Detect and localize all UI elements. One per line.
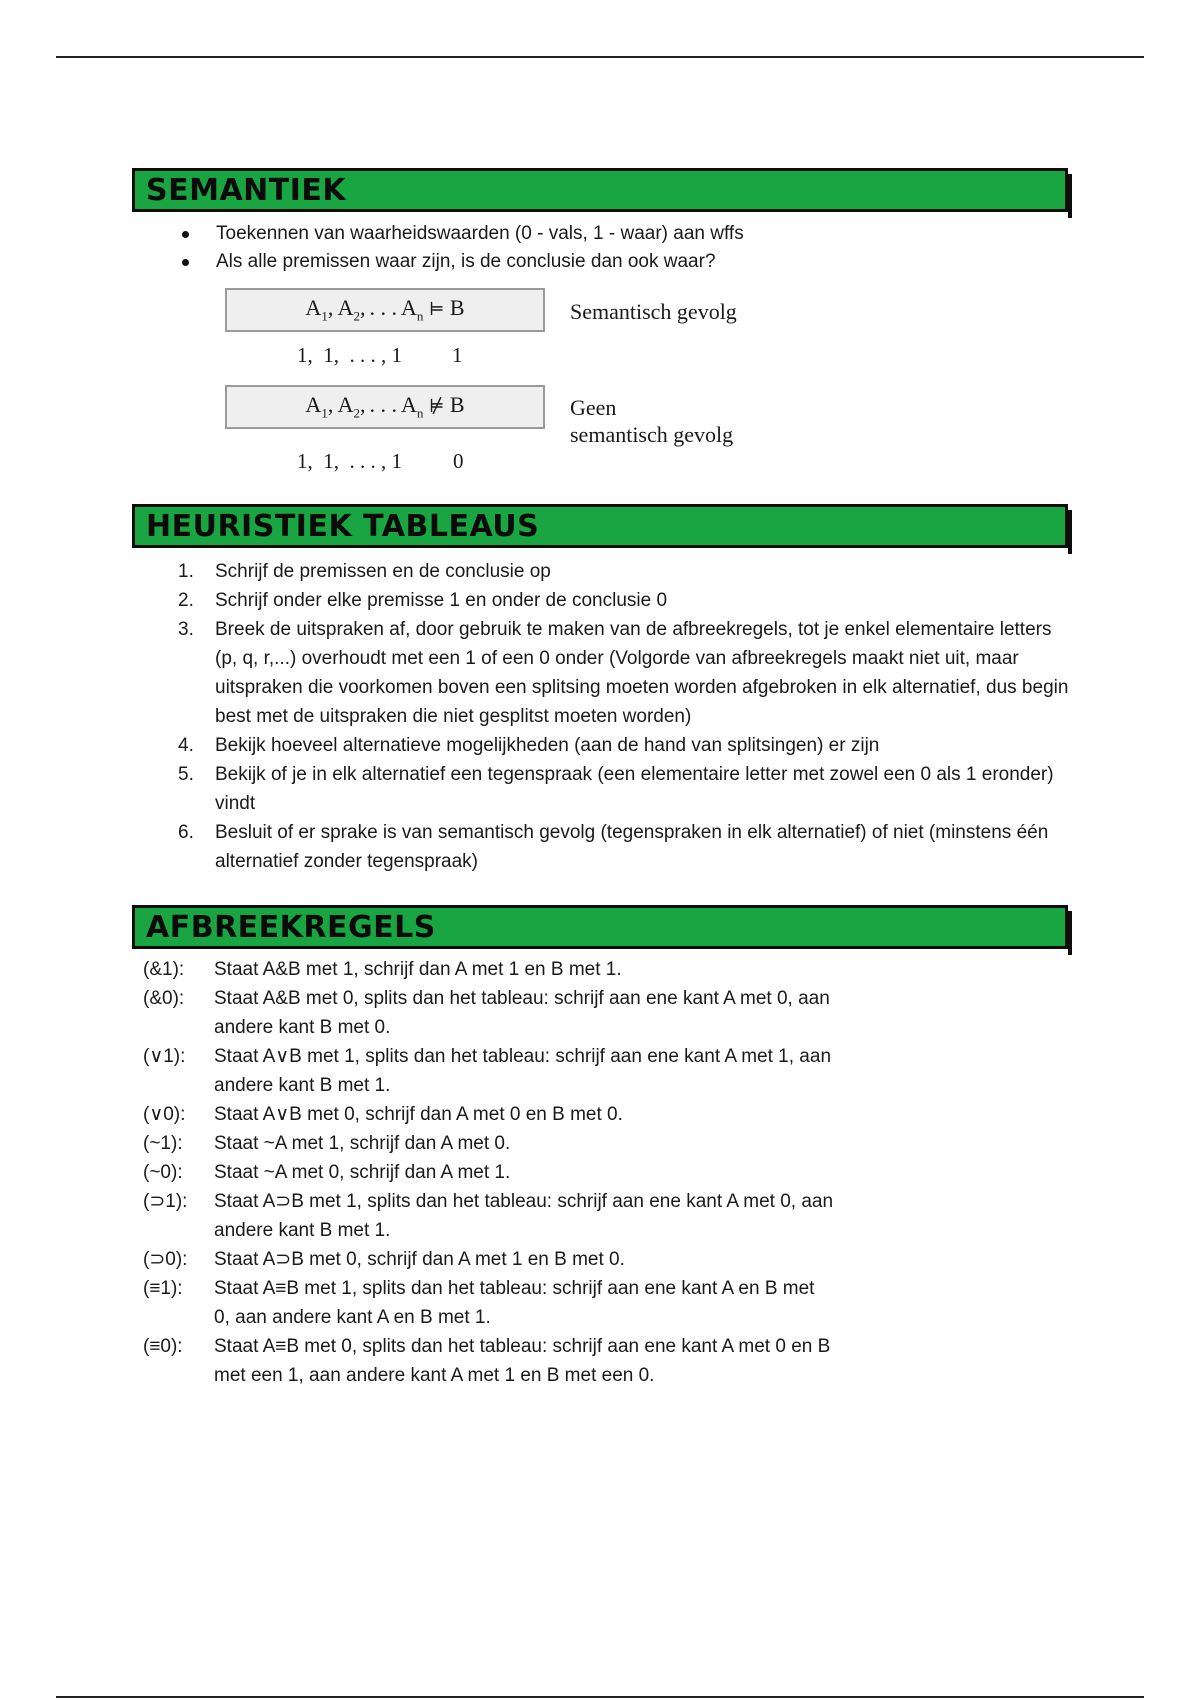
formula-result: 0 — [453, 449, 464, 473]
list-item: 3. Breek de uitspraken af, door gebruik te maken van de afbreekregels, tot je enkel elementaire letters (p, q, r,...) overhoudt met een 1 of een 0 onder (Volgorde van afbreekregels maakt niet uit, maar uitspraken die voorkomen boven een splitsing moeten worden afgebroken in elk alternatief, dus begin best met de uitspraken die niet gesplitst moeten worden) — [178, 619, 1069, 727]
formula-semantic-consequence: $A_1$, $A_2$, . . . $A_n$ ⊨ B — [225, 288, 545, 332]
bullet-text: Toekennen van waarheidswaarden (0 - vals, 1 - waar) aan wffs — [216, 223, 744, 244]
bullet-icon — [182, 231, 189, 238]
label-geen-semantisch-gevolg: Geen semantisch gevolg — [570, 395, 734, 447]
list-item: 5. Bekijk of je in elk alternatief een tegenspraak (een elementaire letter met zowel een 0 als 1 eronder) vindt — [178, 764, 1054, 814]
rule-row: (~1): Staat ~A met 1, schrijf dan A met 0. — [143, 1133, 511, 1154]
formula-no-semantic-consequence: $A_1$, $A_2$, . . . $A_n$ ⊭ B — [225, 385, 545, 429]
rule-row: (~0): Staat ~A met 0, schrijf dan A met 1. — [143, 1162, 511, 1183]
list-item — [178, 220, 744, 248]
bullet-icon — [182, 259, 189, 266]
semantiek-bullets — [178, 220, 744, 276]
rule-row: (&1): Staat A&B met 1, schrijf dan A met 1 en B met 1. — [143, 959, 622, 980]
label-semantisch-gevolg: Semantisch gevolg — [570, 299, 737, 324]
rule-row: (⊃0): Staat A⊃B met 0, schrijf dan A met 1 en B met 0. — [143, 1249, 625, 1270]
formula-values: 1, 1, . . . , 1 — [297, 343, 402, 367]
section-header-semantiek — [132, 168, 1068, 212]
formula-result: 1 — [452, 343, 463, 367]
heuristiek-steps — [178, 557, 1078, 876]
section-header-heuristiek — [132, 504, 1068, 548]
bullet-text: Als alle premissen waar zijn, is de conclusie dan ook waar? — [216, 251, 716, 272]
rule-row: (&0): Staat A&B met 0, splits dan het tableau: schrijf aan ene kant A met 0, aan andere kant B met 0. — [143, 988, 830, 1038]
list-item: 2. Schrijf onder elke premisse 1 en onder de conclusie 0 — [178, 590, 668, 611]
page-bottom-rule — [56, 1696, 1144, 1698]
rule-row: (≡1): Staat A≡B met 1, splits dan het tableau: schrijf aan ene kant A en B met 0, aan andere kant A en B met 1. — [143, 1278, 815, 1328]
formula-values: 1, 1, . . . , 1 — [297, 449, 402, 473]
list-item: 6. Besluit of er sprake is van semantisch gevolg (tegenspraken in elk alternatief) of niet (minstens één alternatief zonder tegenspraak) — [178, 822, 1049, 872]
afbreekregels-list — [143, 955, 1043, 1390]
rule-row: (≡0): Staat A≡B met 0, splits dan het tableau: schrijf aan ene kant A met 0 en B met een 1, aan andere kant A met 1 en B met een 0. — [143, 1336, 831, 1386]
list-item: 4. Bekijk hoeveel alternatieve mogelijkheden (aan de hand van splitsingen) er zijn — [178, 735, 880, 756]
section-title: AFBREEKREGELS — [146, 910, 436, 945]
list-item: 1. Schrijf de premissen en de conclusie op — [178, 561, 551, 582]
section-header-afbreekregels — [132, 905, 1068, 949]
rule-row: (∨0): Staat A∨B met 0, schrijf dan A met 0 en B met 0. — [143, 1104, 623, 1125]
page-top-rule — [56, 56, 1144, 58]
rule-row: (⊃1): Staat A⊃B met 1, splits dan het tableau: schrijf aan ene kant A met 0, aan andere kant B met 1. — [143, 1191, 834, 1241]
list-item — [178, 248, 744, 276]
rule-row: (∨1): Staat A∨B met 1, splits dan het tableau: schrijf aan ene kant A met 1, aan andere kant B met 1. — [143, 1046, 832, 1096]
section-title: SEMANTIEK — [146, 173, 347, 208]
section-title: HEURISTIEK TABLEAUS — [146, 509, 540, 544]
